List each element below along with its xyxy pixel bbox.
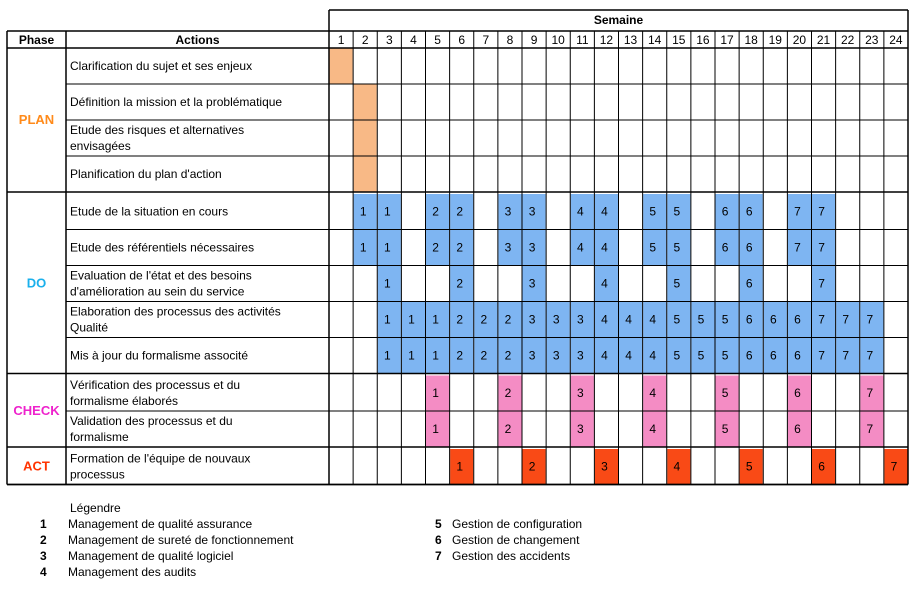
task-cell-label: 2 <box>480 348 488 363</box>
legend-item <box>40 564 293 580</box>
legend-number: 1 <box>40 517 47 531</box>
task-cell-label: 1 <box>383 312 391 327</box>
task-cell-label: 2 <box>504 348 512 363</box>
task-cell-label: 7 <box>866 348 874 363</box>
legend-label: Management de qualité assurance <box>68 517 253 531</box>
task-cell-label: 7 <box>818 276 825 291</box>
action-label: Elaboration des processus des activités <box>70 304 281 319</box>
week-number: 22 <box>841 33 855 47</box>
task-cell-label: 6 <box>769 348 777 363</box>
task-cell-label: 1 <box>383 348 391 363</box>
task-cell-label: 3 <box>528 348 536 363</box>
task-cell <box>354 85 377 120</box>
legend-left <box>40 516 293 580</box>
action-label: Mis à jour du formalisme associté <box>70 348 249 363</box>
action-label: d'amélioration au sein du service <box>70 284 245 299</box>
task-cell-label: 6 <box>721 240 729 255</box>
legend-label: Management de sureté de fonctionnement <box>68 533 294 547</box>
week-number: 24 <box>889 33 903 47</box>
task-cell-label: 6 <box>745 348 753 363</box>
task-cell-label: 4 <box>625 312 632 327</box>
task-cell-label: 6 <box>745 312 753 327</box>
task-cell-label: 7 <box>890 459 898 474</box>
task-cell-label: 1 <box>383 276 391 291</box>
task-cell-label: 2 <box>456 348 464 363</box>
task-cell-label: 7 <box>866 386 874 400</box>
task-cell-label: 5 <box>721 312 729 327</box>
task-cell-label: 2 <box>432 240 439 255</box>
task-cell-label: 3 <box>576 386 584 400</box>
phase-label: DO <box>26 275 47 291</box>
week-number: 9 <box>530 33 538 47</box>
action-label: Validation des processus et du <box>70 414 233 428</box>
task-cell-label: 1 <box>359 240 367 255</box>
legend-item <box>40 516 293 532</box>
action-label: Vérification des processus et du <box>70 378 241 392</box>
task-cell-label: 7 <box>818 348 825 363</box>
legend-label: Management de qualité logiciel <box>68 549 234 563</box>
legend-label: Gestion de configuration <box>452 517 583 531</box>
task-cell-label: 4 <box>601 276 608 291</box>
task-cell-label: 4 <box>601 348 608 363</box>
task-cell-label: 4 <box>601 240 608 255</box>
task-cell-label: 2 <box>432 204 439 219</box>
week-number: 16 <box>696 33 710 47</box>
task-cell-label: 7 <box>794 240 801 255</box>
task-cell-label: 6 <box>794 422 801 436</box>
legend-item <box>40 548 293 564</box>
action-label: Planification du plan d'action <box>70 167 222 181</box>
task-cell-label: 2 <box>504 422 512 436</box>
action-label: Evaluation de l'état et des besoins <box>70 268 252 283</box>
week-number: 23 <box>865 33 879 47</box>
task-cell-label: 5 <box>721 422 729 436</box>
week-number: 2 <box>361 33 369 47</box>
task-cell-label: 3 <box>576 422 584 436</box>
task-cell-label: 1 <box>456 459 464 474</box>
week-number: 8 <box>506 33 514 47</box>
action-label: envisagées <box>70 139 131 153</box>
task-cell-label: 7 <box>866 312 874 327</box>
task-cell-label: 2 <box>504 312 512 327</box>
task-cell-label: 2 <box>456 312 464 327</box>
week-number: 6 <box>458 33 466 47</box>
task-cell-label: 6 <box>721 204 729 219</box>
task-cell-label: 7 <box>818 312 825 327</box>
task-cell-label: 4 <box>576 204 584 219</box>
task-cell-label: 2 <box>456 204 464 219</box>
actions-header: Actions <box>175 33 220 47</box>
task-cell-label: 3 <box>504 240 512 255</box>
task-cell <box>330 49 353 84</box>
task-cell-label: 4 <box>649 312 657 327</box>
task-cell-label: 3 <box>504 204 512 219</box>
week-number: 12 <box>599 33 614 47</box>
task-cell-label: 7 <box>866 422 874 436</box>
task-cell-label: 7 <box>794 204 801 219</box>
legend-label: Gestion des accidents <box>452 549 571 563</box>
task-cell-label: 5 <box>673 348 681 363</box>
task-cell-label: 6 <box>745 240 753 255</box>
task-cell-label: 3 <box>528 312 536 327</box>
task-cell-label: 5 <box>697 312 705 327</box>
task-cell-label: 6 <box>745 204 753 219</box>
phase-label: ACT <box>23 458 50 474</box>
week-number: 15 <box>672 33 686 47</box>
legend-title: Légendre <box>70 501 121 515</box>
task-cell-label: 3 <box>552 312 560 327</box>
legend-number: 3 <box>40 549 47 563</box>
week-number: 7 <box>482 33 490 47</box>
task-cell-label: 6 <box>745 276 753 291</box>
legend-label: Management des audits <box>68 565 197 579</box>
task-cell-label: 4 <box>576 240 584 255</box>
task-cell-label: 7 <box>842 312 850 327</box>
week-number: 17 <box>720 33 734 47</box>
task-cell-label: 6 <box>794 312 801 327</box>
task-cell-label: 5 <box>649 240 657 255</box>
week-number: 11 <box>576 33 589 47</box>
action-label: Etude de la situation en cours <box>70 204 229 219</box>
task-cell-label: 3 <box>576 312 584 327</box>
task-cell-label: 6 <box>794 348 801 363</box>
action-label: Etude des référentiels nécessaires <box>70 240 255 255</box>
task-cell <box>354 157 377 192</box>
week-number: 10 <box>551 33 565 47</box>
action-label: Qualité <box>70 320 109 335</box>
task-cell-label: 5 <box>649 204 657 219</box>
task-cell-label: 5 <box>721 348 729 363</box>
task-cell-label: 5 <box>673 240 681 255</box>
week-number: 1 <box>337 33 345 47</box>
task-cell-label: 1 <box>432 386 439 400</box>
task-cell-label: 3 <box>576 348 584 363</box>
legend-number: 5 <box>435 517 442 531</box>
task-cell-label: 1 <box>432 422 439 436</box>
phase-header: Phase <box>18 33 55 47</box>
week-header: Semaine <box>593 13 644 27</box>
week-number: 14 <box>648 33 662 47</box>
task-cell-label: 2 <box>480 312 488 327</box>
task-cell-label: 1 <box>383 240 391 255</box>
legend <box>70 500 121 516</box>
task-cell-label: 1 <box>432 312 439 327</box>
legend-item <box>435 516 582 532</box>
task-cell-label: 2 <box>528 459 536 474</box>
task-cell-label: 1 <box>408 312 415 327</box>
task-cell-label: 3 <box>552 348 560 363</box>
legend-item <box>40 532 293 548</box>
task-cell-label: 2 <box>456 240 464 255</box>
task-cell-label: 4 <box>649 386 657 400</box>
task-cell-label: 3 <box>528 204 536 219</box>
task-cell-label: 5 <box>673 276 681 291</box>
action-label: Définition la mission et la problématique <box>70 95 283 109</box>
legend-label: Gestion de changement <box>452 533 580 547</box>
task-cell-label: 6 <box>818 459 825 474</box>
task-cell-label: 1 <box>408 348 415 363</box>
task-cell-label: 5 <box>721 386 729 400</box>
legend-number: 2 <box>40 533 47 547</box>
week-number: 21 <box>816 33 831 47</box>
task-cell-label: 1 <box>383 204 391 219</box>
task-cell-label: 3 <box>528 240 536 255</box>
phase-label: PLAN <box>18 112 55 127</box>
task-cell-label: 6 <box>769 312 777 327</box>
legend-number: 4 <box>40 565 47 579</box>
task-cell-label: 4 <box>649 348 657 363</box>
task-cell-label: 7 <box>818 204 825 219</box>
week-number: 4 <box>410 33 417 47</box>
week-number: 20 <box>792 33 807 47</box>
task-cell-label: 7 <box>818 240 825 255</box>
task-cell-label: 6 <box>794 386 801 400</box>
task-cell-label: 4 <box>649 422 657 436</box>
task-cell-label: 5 <box>697 348 705 363</box>
task-cell-label: 7 <box>842 348 850 363</box>
task-cell-label: 4 <box>601 312 608 327</box>
week-number: 13 <box>623 33 638 47</box>
task-cell-label: 2 <box>456 276 464 291</box>
task-cell-label: 4 <box>625 348 632 363</box>
task-cell-label: 4 <box>601 204 608 219</box>
legend-item <box>435 548 582 564</box>
phase-label: CHECK <box>13 403 60 418</box>
week-number: 3 <box>385 33 393 47</box>
action-label: Etude des risques et alternatives <box>70 123 245 137</box>
action-label: formalisme élaborés <box>70 394 179 408</box>
action-label: processus <box>70 467 125 482</box>
task-cell <box>354 121 377 156</box>
task-cell-label: 5 <box>673 312 681 327</box>
legend-item <box>435 532 582 548</box>
task-cell-label: 1 <box>432 348 439 363</box>
task-cell-label: 1 <box>359 204 367 219</box>
action-label: Formation de l'équipe de nouvaux <box>70 451 251 466</box>
task-cell-label: 4 <box>673 459 681 474</box>
task-cell-label: 2 <box>504 386 512 400</box>
week-number: 19 <box>768 33 782 47</box>
legend-number: 6 <box>435 533 442 547</box>
week-number: 5 <box>434 33 441 47</box>
task-cell-label: 3 <box>528 276 536 291</box>
task-cell-label: 5 <box>745 459 753 474</box>
legend-right <box>435 516 582 564</box>
action-label: Clarification du sujet et ses enjeux <box>70 59 253 73</box>
action-label: formalisme <box>70 430 129 444</box>
legend-number: 7 <box>435 549 442 563</box>
week-number: 18 <box>744 33 758 47</box>
task-cell-label: 5 <box>673 204 681 219</box>
task-cell-label: 3 <box>601 459 608 474</box>
